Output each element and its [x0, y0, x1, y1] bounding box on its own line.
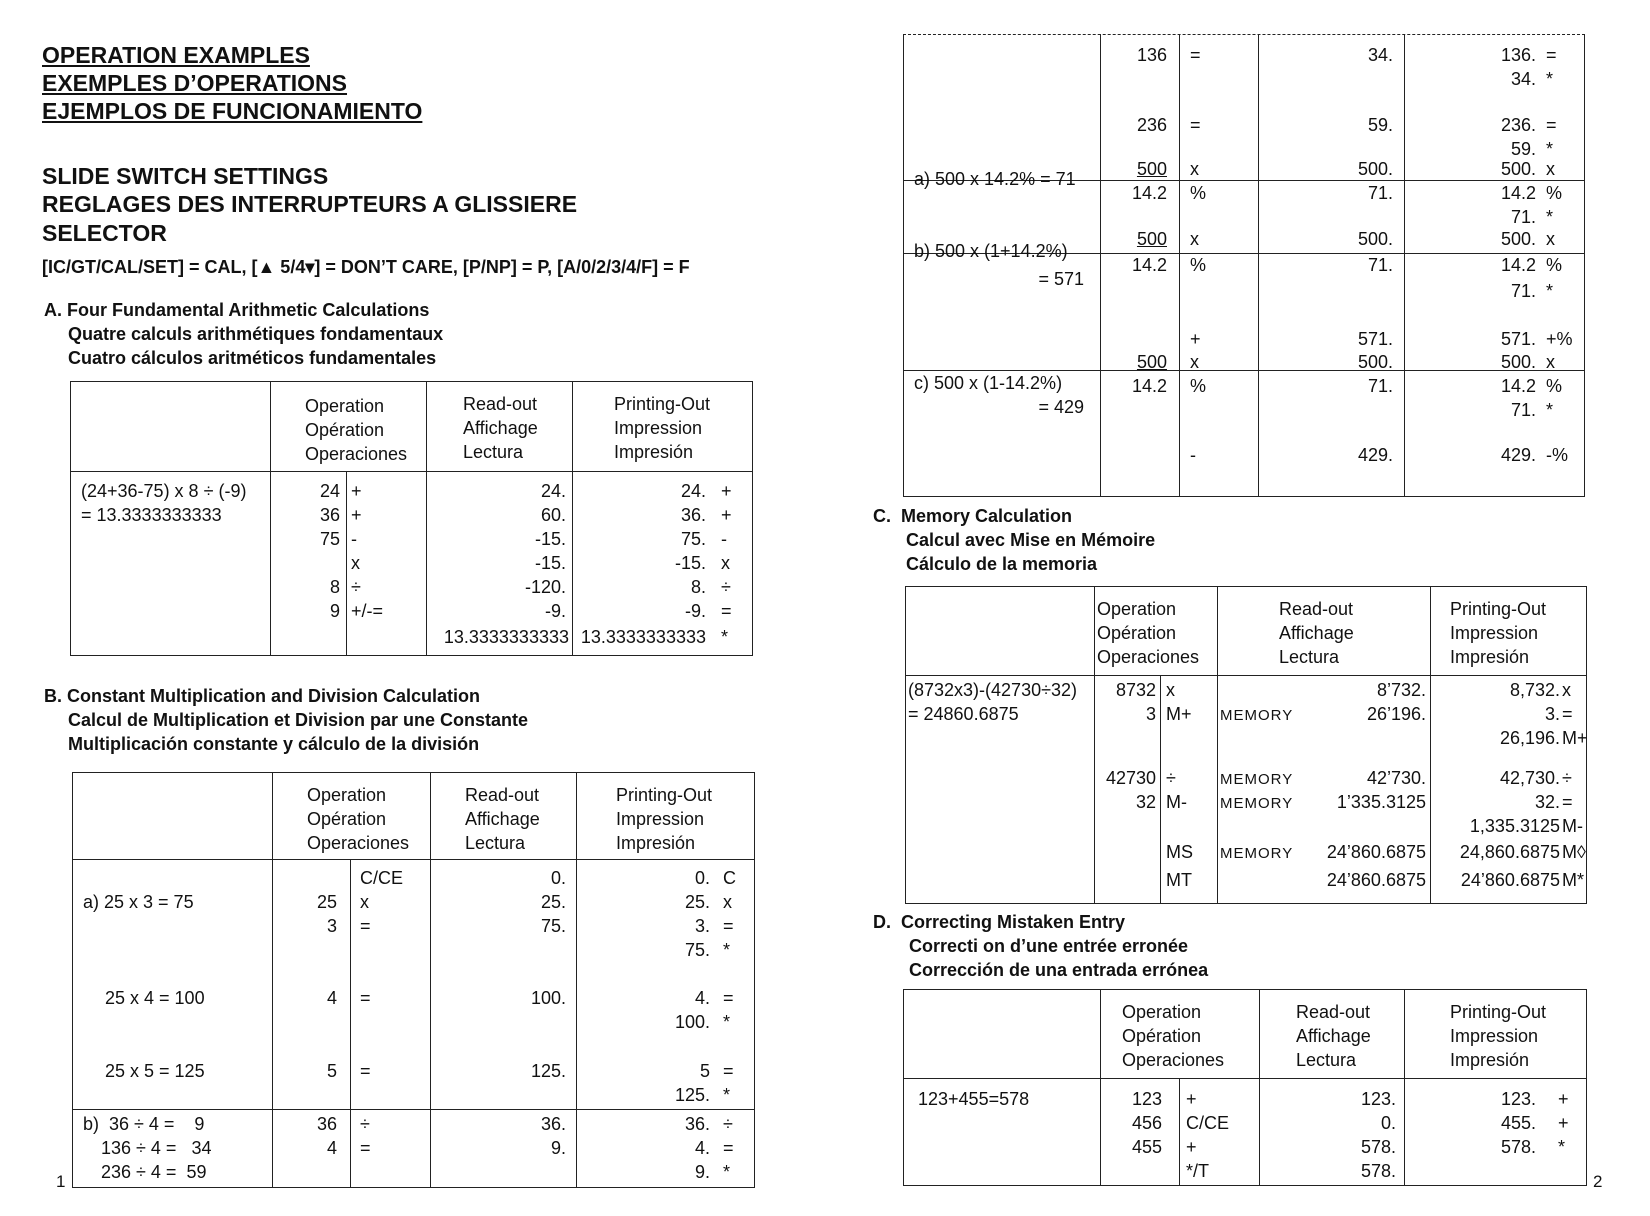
operation-number: 4	[326, 988, 337, 1008]
operation-number: 136	[1136, 45, 1167, 65]
readout-value: 9.	[550, 1138, 566, 1158]
print-value: 125.	[674, 1085, 710, 1105]
memory-label: MEMORY	[1220, 795, 1294, 812]
memory-label: MEMORY	[1220, 771, 1294, 788]
section-a-title: A. Four Fundamental Arithmetic Calculations	[44, 300, 430, 320]
print-value: 36.	[680, 505, 706, 525]
section-b-title-fr: Calcul de Multiplication et Division par une Constante	[68, 710, 529, 730]
readout-value: 500.	[1357, 352, 1393, 372]
print-symbol: x	[1546, 159, 1555, 179]
example-label: = 13.3333333333	[81, 505, 222, 525]
readout-value: 71.	[1367, 183, 1393, 203]
operation-key: ÷	[360, 1114, 370, 1134]
print-value: 42,730.	[1499, 768, 1560, 788]
print-value: 14.2	[1500, 255, 1536, 275]
example-label: = 571	[1038, 269, 1084, 289]
readout-value: 571.	[1357, 329, 1393, 349]
readout-value: 0.	[550, 868, 566, 888]
print-symbol: C	[723, 868, 736, 888]
readout-value: -9.	[544, 601, 566, 621]
print-symbol: *	[723, 1012, 731, 1032]
operation-number: 25	[316, 892, 337, 912]
operation-number: 14.2	[1131, 255, 1167, 275]
operation-number: 5	[326, 1061, 337, 1081]
print-symbol: x	[1546, 229, 1555, 249]
print-symbol: *	[1546, 139, 1554, 159]
print-symbol: +	[1558, 1113, 1569, 1133]
section-b-title-es: Multiplicación constante y cálculo de la división	[68, 734, 480, 754]
print-symbol: +%	[1546, 329, 1573, 349]
operation-key: +	[351, 505, 362, 525]
operation-key: M+	[1166, 704, 1192, 724]
print-symbol: =	[1562, 792, 1573, 812]
section-a-title-es: Cuatro cálculos aritméticos fundamentales	[68, 348, 437, 368]
example-label: = 429	[1038, 397, 1084, 417]
print-symbol: *	[1546, 207, 1554, 227]
operation-key: =	[1190, 45, 1201, 65]
operation-number: 42730	[1105, 768, 1156, 788]
example-label: 25 x 4 = 100	[105, 988, 205, 1008]
print-value: 32.	[1534, 792, 1560, 812]
print-symbol: +	[721, 505, 732, 525]
readout-value: 24’860.6875	[1326, 842, 1426, 862]
section-c-title-fr: Calcul avec Mise en Mémoire	[906, 530, 1156, 550]
readout-value: 24.	[540, 481, 566, 501]
example-label: 136 ÷ 4 = 34	[101, 1138, 212, 1158]
print-value: 455.	[1500, 1113, 1536, 1133]
operation-key: -	[351, 529, 357, 549]
print-symbol: x	[1546, 352, 1555, 372]
operation-key: */T	[1186, 1161, 1210, 1181]
print-value: 5	[699, 1061, 710, 1081]
print-symbol: =	[721, 601, 732, 621]
print-value: -15.	[674, 553, 706, 573]
print-symbol: *	[1546, 69, 1554, 89]
example-label: 236 ÷ 4 = 59	[101, 1162, 207, 1182]
print-symbol: ÷	[721, 577, 731, 597]
print-value: 71.	[1510, 281, 1536, 301]
print-value: 136.	[1500, 45, 1536, 65]
print-value: -9.	[684, 601, 706, 621]
memory-label: MEMORY	[1220, 707, 1294, 724]
readout-header: Read-out Affichage Lectura	[1279, 599, 1354, 667]
print-symbol: ÷	[723, 1114, 733, 1134]
table-a	[70, 381, 753, 656]
readout-value: 429.	[1357, 445, 1393, 465]
print-value: 500.	[1500, 159, 1536, 179]
print-value: 59.	[1510, 139, 1536, 159]
operation-key: +	[351, 481, 362, 501]
title-line-3: EJEMPLOS DE FUNCIONAMIENTO	[42, 98, 423, 124]
print-symbol: x	[721, 553, 730, 573]
readout-header: Read-out Affichage Lectura	[463, 394, 538, 462]
memory-label: MEMORY	[1220, 845, 1294, 862]
print-value: 3.	[1544, 704, 1560, 724]
print-symbol: *	[721, 627, 729, 647]
readout-value: -15.	[534, 529, 566, 549]
print-symbol: +	[721, 481, 732, 501]
readout-value: 13.3333333333	[443, 627, 569, 647]
section-d-title-es: Corrección de una entrada errónea	[909, 960, 1209, 980]
operation-number: 500	[1136, 229, 1167, 249]
print-value: 1,335.3125	[1469, 816, 1560, 836]
operation-key: ÷	[1166, 768, 1176, 788]
operation-number: 8	[329, 577, 340, 597]
readout-value: -15.	[534, 553, 566, 573]
print-value: 34.	[1510, 69, 1536, 89]
readout-value: 0.	[1380, 1113, 1396, 1133]
op-header: Operation Opération Operaciones	[307, 785, 410, 853]
print-symbol: =	[1546, 115, 1557, 135]
print-value: 8.	[690, 577, 706, 597]
example-label: a) 500 x 14.2% = 71	[914, 169, 1076, 189]
print-symbol: M+	[1562, 728, 1588, 748]
readout-value: 36.	[540, 1114, 566, 1134]
print-value: 3.	[694, 916, 710, 936]
operation-key: x	[360, 892, 369, 912]
operation-key: =	[1190, 115, 1201, 135]
print-value: 24,860.6875	[1459, 842, 1560, 862]
readout-value: 578.	[1360, 1161, 1396, 1181]
operation-key: MT	[1166, 870, 1192, 890]
example-label: (8732x3)-(42730÷32)	[908, 680, 1077, 700]
print-symbol: *	[723, 1162, 731, 1182]
print-value: 25.	[684, 892, 710, 912]
section-a-title-fr: Quatre calculs arithmétiques fondamentaux	[68, 324, 444, 344]
print-header: Printing-Out Impression Impresión	[1450, 1002, 1547, 1070]
readout-value: 71.	[1367, 376, 1393, 396]
operation-number: 24	[319, 481, 340, 501]
readout-value: 100.	[530, 988, 566, 1008]
operation-number: 500	[1136, 159, 1167, 179]
operation-number: 3	[326, 916, 337, 936]
switch-heading-2: REGLAGES DES INTERRUPTEURS A GLISSIERE	[42, 191, 578, 217]
readout-value: 25.	[540, 892, 566, 912]
example-label: = 24860.6875	[908, 704, 1019, 724]
readout-value: 71.	[1367, 255, 1393, 275]
print-header: Printing-Out Impression Impresión	[616, 785, 713, 853]
print-value: 4.	[694, 1138, 710, 1158]
print-value: 100.	[674, 1012, 710, 1032]
print-symbol: *	[1546, 400, 1554, 420]
operation-key: +	[1190, 329, 1201, 349]
switch-heading-3: SELECTOR	[42, 220, 167, 246]
print-symbol: *	[1546, 281, 1554, 301]
operation-number: 14.2	[1131, 183, 1167, 203]
print-value: 8,732.	[1509, 680, 1560, 700]
operation-key: =	[360, 916, 371, 936]
section-b-title: B. Constant Multiplication and Division Calculation	[44, 686, 481, 706]
print-symbol: *	[723, 940, 731, 960]
operation-key: MS	[1166, 842, 1193, 862]
print-symbol: -%	[1546, 445, 1568, 465]
print-symbol: M-	[1562, 816, 1583, 836]
operation-key: =	[360, 1138, 371, 1158]
example-label: a) 25 x 3 = 75	[83, 892, 194, 912]
readout-value: 125.	[530, 1061, 566, 1081]
print-value: 9.	[694, 1162, 710, 1182]
readout-value: 500.	[1357, 159, 1393, 179]
print-symbol: x	[1562, 680, 1571, 700]
op-header: Operation Opération Operaciones	[305, 396, 408, 464]
print-value: 4.	[694, 988, 710, 1008]
title-line-1: OPERATION EXAMPLES	[42, 42, 310, 68]
operation-key: %	[1190, 255, 1207, 275]
print-symbol: %	[1546, 376, 1563, 396]
print-value: 571.	[1500, 329, 1536, 349]
print-value: 13.3333333333	[580, 627, 706, 647]
table-b-continued	[903, 34, 1585, 497]
operation-key: -	[1190, 445, 1196, 465]
readout-header: Read-out Affichage Lectura	[465, 785, 540, 853]
operation-key: %	[1190, 183, 1207, 203]
operation-key: =	[360, 988, 371, 1008]
example-label: (24+36-75) x 8 ÷ (-9)	[81, 481, 247, 501]
operation-key: x	[1190, 352, 1199, 372]
table-d	[903, 989, 1587, 1186]
operation-number: 36	[316, 1114, 337, 1134]
print-value: 26,196.	[1499, 728, 1560, 748]
print-symbol: =	[723, 1138, 734, 1158]
print-symbol: +	[1558, 1089, 1569, 1109]
print-value: 236.	[1500, 115, 1536, 135]
print-symbol: M*	[1562, 870, 1584, 890]
section-d-title-fr: Correcti on d’une entrée erronée	[909, 936, 1189, 956]
print-value: 75.	[680, 529, 706, 549]
print-value: 14.2	[1500, 183, 1536, 203]
print-header: Printing-Out Impression Impresión	[1450, 599, 1547, 667]
readout-value: 60.	[540, 505, 566, 525]
operation-key: C/CE	[360, 868, 404, 888]
operation-number: 455	[1131, 1137, 1162, 1157]
readout-value: 59.	[1367, 115, 1393, 135]
op-header: Operation Opération Operaciones	[1122, 1002, 1225, 1070]
page-number-right: 2	[1593, 1172, 1603, 1191]
operation-number: 14.2	[1131, 376, 1167, 396]
section-c-title-es: Cálculo de la memoria	[906, 554, 1098, 574]
operation-number: 123	[1131, 1089, 1162, 1109]
operation-key: %	[1190, 376, 1207, 396]
print-value: 578.	[1500, 1137, 1536, 1157]
print-value: 75.	[684, 940, 710, 960]
print-symbol: =	[1562, 704, 1573, 724]
operation-key: =	[360, 1061, 371, 1081]
print-symbol: %	[1546, 183, 1563, 203]
operation-key: x	[1166, 680, 1175, 700]
print-header: Printing-Out Impression Impresión	[614, 394, 711, 462]
example-label: b) 500 x (1+14.2%)	[914, 241, 1068, 261]
operation-key: +/-=	[351, 601, 384, 621]
print-value: 36.	[684, 1114, 710, 1134]
operation-number: 8732	[1115, 680, 1156, 700]
print-symbol: *	[1558, 1137, 1566, 1157]
operation-key: x	[1190, 229, 1199, 249]
print-value: 71.	[1510, 207, 1536, 227]
operation-key: +	[1186, 1089, 1197, 1109]
print-symbol: =	[723, 1061, 734, 1081]
print-symbol: =	[723, 988, 734, 1008]
print-symbol: %	[1546, 255, 1563, 275]
print-value: 14.2	[1500, 376, 1536, 396]
print-symbol: -	[721, 529, 727, 549]
section-d-title: D. Correcting Mistaken Entry	[873, 912, 1126, 932]
readout-value: 1’335.3125	[1336, 792, 1426, 812]
print-symbol: *	[723, 1085, 731, 1105]
print-symbol: =	[723, 916, 734, 936]
operation-key: M-	[1166, 792, 1187, 812]
readout-header: Read-out Affichage Lectura	[1296, 1002, 1371, 1070]
readout-value: 34.	[1367, 45, 1393, 65]
operation-number: 75	[319, 529, 340, 549]
print-value: 24’860.6875	[1460, 870, 1560, 890]
operation-number: 36	[319, 505, 340, 525]
table-b	[72, 772, 755, 1188]
print-value: 429.	[1500, 445, 1536, 465]
print-value: 123.	[1500, 1089, 1536, 1109]
readout-value: 26’196.	[1366, 704, 1426, 724]
operation-key: x	[351, 553, 360, 573]
switch-heading-1: SLIDE SWITCH SETTINGS	[42, 163, 329, 189]
print-symbol: M◊	[1562, 842, 1586, 862]
operation-number: 32	[1135, 792, 1156, 812]
operation-key: C/CE	[1186, 1113, 1230, 1133]
print-symbol: ÷	[1562, 768, 1572, 788]
example-label: b) 36 ÷ 4 = 9	[83, 1114, 205, 1134]
page-number-left: 1	[56, 1172, 66, 1191]
table-c	[905, 586, 1587, 904]
readout-value: 8’732.	[1376, 680, 1426, 700]
example-label: 25 x 5 = 125	[105, 1061, 205, 1081]
op-header: Operation Opération Operaciones	[1097, 599, 1200, 667]
readout-value: 578.	[1360, 1137, 1396, 1157]
operation-number: 4	[326, 1138, 337, 1158]
operation-key: +	[1186, 1137, 1197, 1157]
operation-key: ÷	[351, 577, 361, 597]
readout-value: -120.	[524, 577, 566, 597]
operation-key: x	[1190, 159, 1199, 179]
operation-number: 456	[1131, 1113, 1162, 1133]
operation-number: 236	[1136, 115, 1167, 135]
readout-value: 42’730.	[1366, 768, 1426, 788]
operation-number: 3	[1145, 704, 1156, 724]
title-line-2: EXEMPLES D’OPERATIONS	[42, 70, 348, 96]
example-label: 123+455=578	[918, 1089, 1030, 1109]
print-value: 500.	[1500, 352, 1536, 372]
print-value: 0.	[694, 868, 710, 888]
operation-number: 500	[1136, 352, 1167, 372]
print-symbol: x	[723, 892, 732, 912]
example-label: c) 500 x (1-14.2%)	[914, 373, 1063, 393]
readout-value: 500.	[1357, 229, 1393, 249]
operation-number: 9	[329, 601, 340, 621]
readout-value: 75.	[540, 916, 566, 936]
readout-value: 123.	[1360, 1089, 1396, 1109]
print-value: 24.	[680, 481, 706, 501]
settings-line: [IC/GT/CAL/SET] = CAL, [▲ 5/4▾] = DON’T CARE, [P/NP] = P, [A/0/2/3/4/F] = F	[42, 257, 690, 277]
section-c-title: C. Memory Calculation	[873, 506, 1073, 526]
print-symbol: =	[1546, 45, 1557, 65]
print-value: 71.	[1510, 400, 1536, 420]
readout-value: 24’860.6875	[1326, 870, 1426, 890]
print-value: 500.	[1500, 229, 1536, 249]
